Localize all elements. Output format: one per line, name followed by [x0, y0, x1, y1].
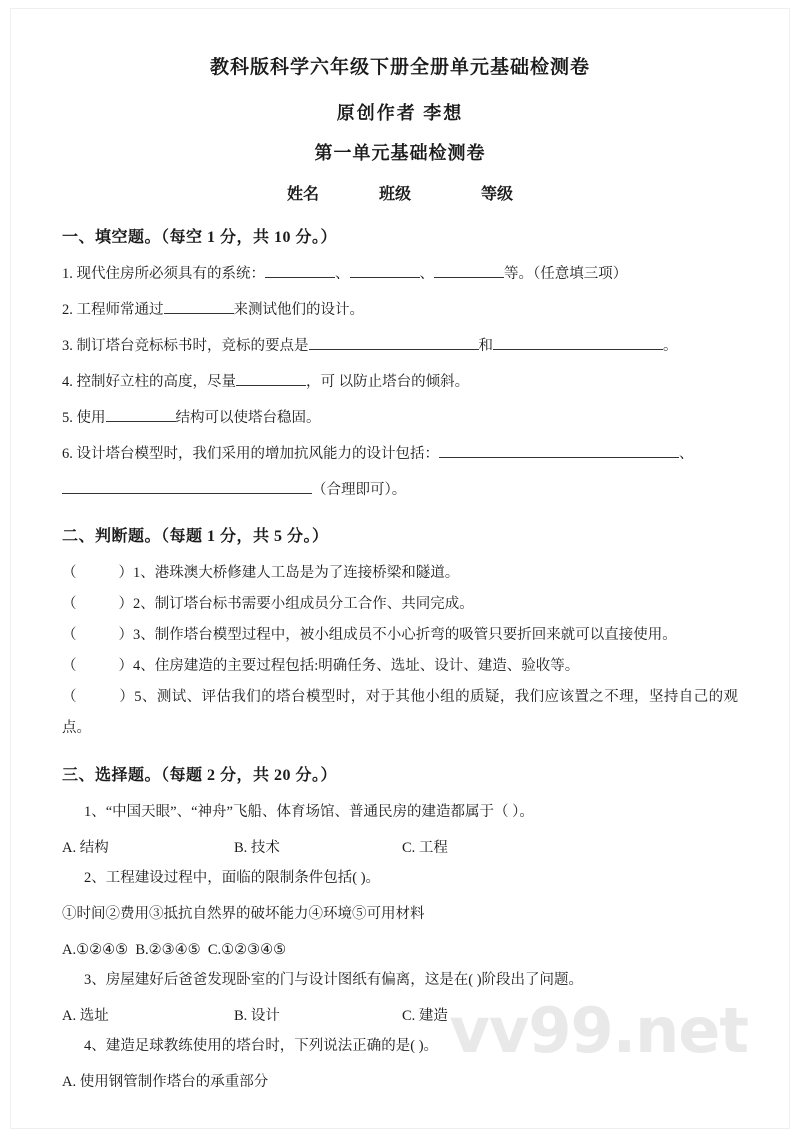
question-1-2 [62, 295, 738, 325]
q1-2-blank-1 [164, 313, 234, 314]
q1-1-text-d: 等。（任意填三项） [504, 266, 628, 282]
question-3-1-options [62, 833, 738, 863]
section-heading-multiple-choice: 三、选择题。（每题 2 分，共 20 分。） [62, 767, 338, 784]
name-label: 姓名 [286, 186, 319, 203]
question-2-1 [62, 558, 738, 589]
q1-6-text-b: 、 [679, 446, 694, 462]
q3-2-option-b[interactable]: B.②③④⑤ [135, 942, 201, 958]
question-2-2 [62, 589, 738, 620]
grade-label: 等级 [481, 186, 514, 203]
author-line: 原创作者 李想 [336, 103, 464, 123]
q2-3-paren-open: （ [62, 627, 77, 643]
q1-2-text-a: 2. 工程师常通过 [62, 302, 164, 318]
q1-3-blank-1 [309, 349, 479, 350]
question-1-6 [62, 439, 738, 469]
q1-3-text-a: 3. 制订塔台竞标标书时，竞标的要点是 [62, 338, 309, 354]
q1-6-blank-2 [62, 493, 312, 494]
q1-3-text-b: 和 [478, 338, 493, 354]
q3-1-option-c[interactable]: C. 工程 [402, 840, 448, 856]
q2-2-paren-open: （ [62, 596, 77, 612]
question-3-1-stem: 1、“中国天眼”、“神舟”飞船、体育场馆、普通民房的建造都属于（ ）。 [84, 804, 534, 820]
q1-3-blank-2 [493, 349, 663, 350]
section-heading-fill-blanks: 一、填空题。（每空 1 分，共 10 分。） [62, 229, 338, 246]
page-title: 教科版科学六年级下册全册单元基础检测卷 [209, 57, 590, 78]
q1-1-blank-1 [265, 277, 335, 278]
q1-6-blank-1 [439, 457, 679, 458]
q2-3-text: ）3、制作塔台模型过程中，被小组成员不小心折弯的吸管只要折回来就可以直接使用。 [118, 627, 677, 643]
q1-1-text-b: 、 [335, 266, 350, 282]
question-3-2-sub: ①时间②费用③抵抗自然界的破坏能力④环境⑤可用材料 [62, 906, 425, 922]
q1-1-blank-2 [350, 277, 420, 278]
q1-1-blank-3 [434, 277, 504, 278]
question-3-2-stem: 2、工程建设过程中，面临的限制条件包括( )。 [84, 870, 381, 886]
student-info-line [62, 181, 738, 204]
watermark: vv99.net [449, 994, 748, 1067]
q2-1-text: ）1、港珠澳大桥修建人工岛是为了连接桥梁和隧道。 [118, 565, 460, 581]
q1-4-text-b: ，可 以防止塔台的倾斜。 [306, 374, 470, 390]
q3-2-option-c[interactable]: C.①②③④⑤ [207, 942, 287, 958]
q2-2-text: ）2、制订塔台标书需要小组成员分工合作、共同完成。 [118, 596, 474, 612]
q2-4-text: ）4、住房建造的主要过程包括:明确任务、选址、设计、建造、验收等。 [118, 658, 580, 674]
question-1-4 [62, 367, 738, 397]
question-2-4 [62, 651, 738, 682]
question-1-1 [62, 259, 738, 289]
q2-5-paren-open: （ [62, 689, 77, 705]
q1-3-text-c: 。 [663, 338, 678, 354]
q1-5-text-b: 结构可以使塔台稳固。 [175, 410, 321, 426]
q1-5-blank-1 [106, 421, 176, 422]
unit-title: 第一单元基础检测卷 [314, 143, 486, 163]
q1-6-text-c: （合理即可）。 [312, 482, 407, 498]
q1-1-text-c: 、 [419, 266, 434, 282]
q2-4-paren-open: （ [62, 658, 77, 674]
q3-2-option-a[interactable]: A.①②④⑤ [62, 942, 129, 958]
question-3-3-options [62, 1001, 738, 1031]
question-3-3-stem: 3、房屋建好后爸爸发现卧室的门与设计图纸有偏离，这是在( )阶段出了问题。 [84, 972, 584, 988]
q3-3-option-a[interactable]: A. 选址 [62, 1008, 109, 1024]
question-3-4-stem: 4、建造足球教练使用的塔台时，下列说法正确的是( )。 [84, 1038, 439, 1054]
q1-6-text-a: 6. 设计塔台模型时，我们采用的增加抗风能力的设计包括： [62, 446, 439, 462]
q1-4-blank-1 [236, 385, 306, 386]
q3-3-option-b[interactable]: B. 设计 [234, 1008, 280, 1024]
q1-5-text-a: 5. 使用 [62, 410, 106, 426]
question-1-5 [62, 403, 738, 433]
question-1-3 [62, 331, 738, 361]
q3-4-option-a[interactable]: A. 使用钢管制作塔台的承重部分 [62, 1074, 269, 1090]
question-2-5 [62, 682, 738, 744]
class-label: 班级 [378, 186, 411, 203]
question-2-3 [62, 620, 738, 651]
q3-1-option-b[interactable]: B. 技术 [234, 840, 280, 856]
q2-1-paren-open: （ [62, 565, 77, 581]
q1-4-text-a: 4. 控制好立柱的高度，尽量 [62, 374, 236, 390]
q3-1-option-a[interactable]: A. 结构 [62, 840, 109, 856]
q3-3-option-c[interactable]: C. 建造 [402, 1008, 448, 1024]
question-1-6-cont [62, 475, 738, 505]
question-3-4-options [62, 1067, 738, 1097]
q1-2-text-b: 来测试他们的设计。 [233, 302, 364, 318]
q1-1-text-a: 1. 现代住房所必须具有的系统： [62, 266, 265, 282]
section-heading-true-false: 二、判断题。（每题 1 分，共 5 分。） [62, 528, 329, 545]
question-3-2-options [62, 935, 738, 965]
q2-5-text: ）5、测试、评估我们的塔台模型时，对于其他小组的质疑，我们应该置之不理，坚持自己的观点。 [62, 689, 739, 736]
